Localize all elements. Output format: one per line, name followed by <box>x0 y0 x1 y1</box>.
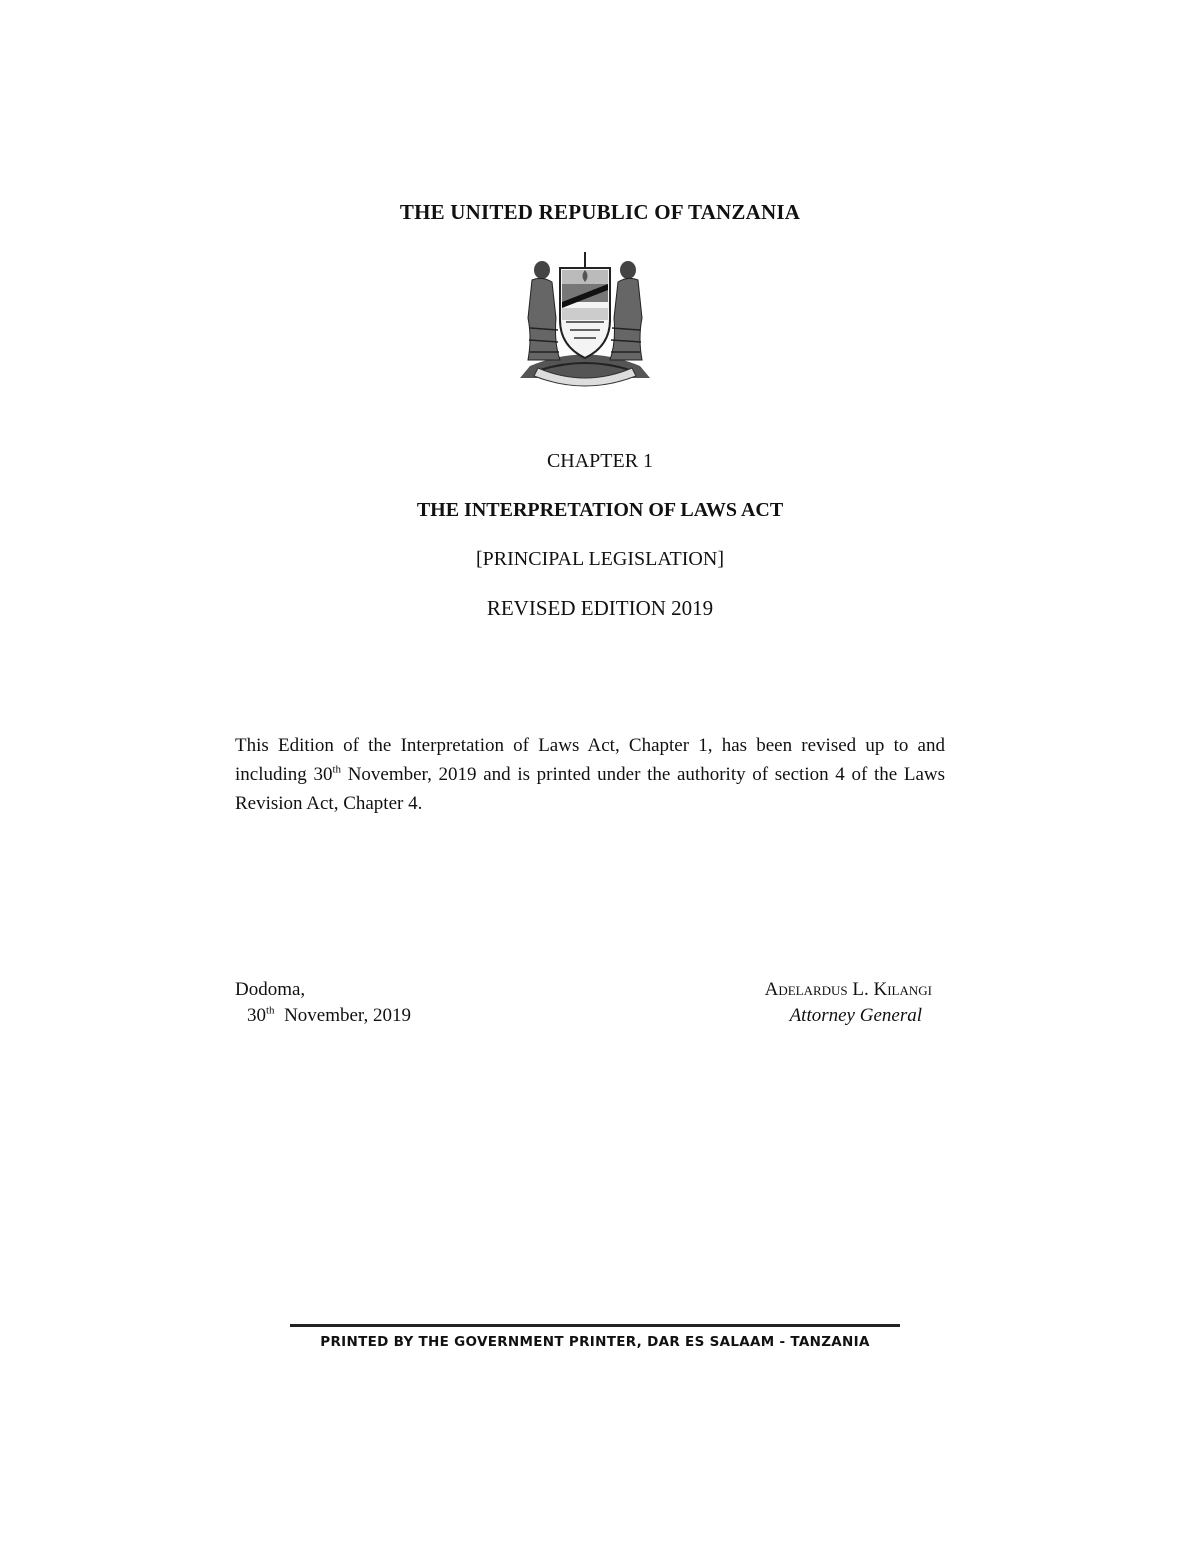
printer-line: PRINTED BY THE GOVERNMENT PRINTER, DAR ES SALAAM - TANZANIA <box>320 1334 870 1350</box>
edition-label: REVISED EDITION 2019 <box>486 596 714 620</box>
country-title: THE UNITED REPUBLIC OF TANZANIA <box>399 200 801 224</box>
revision-statement <box>235 731 945 818</box>
signing-date <box>247 1005 411 1027</box>
act-title: THE INTERPRETATION OF LAWS ACT <box>416 499 784 521</box>
signing-place: Dodoma, <box>235 979 306 1000</box>
footer-rule <box>290 1324 900 1327</box>
signer-name: Adelardus L. Kilangi <box>764 979 932 1000</box>
statement-text-part2: November, 2019 and is printed under the authority of section 4 of the Laws Revision Act, Chapter 4. <box>235 764 945 814</box>
signer-title: Attorney General <box>789 1005 922 1026</box>
date-day: 30 <box>247 1005 266 1026</box>
coat-of-arms-icon <box>510 248 660 388</box>
chapter-number: CHAPTER 1 <box>546 450 654 472</box>
date-ordinal-suffix: th <box>266 1004 275 1017</box>
ordinal-suffix: th <box>332 763 342 776</box>
legislation-type: [PRINCIPAL LEGISLATION] <box>476 548 724 570</box>
statement-text-part1: This Edition of the Interpretation of Laws Act, Chapter 1, has been revised up to and including 30 <box>235 735 945 785</box>
date-rest: November, 2019 <box>274 1005 411 1026</box>
